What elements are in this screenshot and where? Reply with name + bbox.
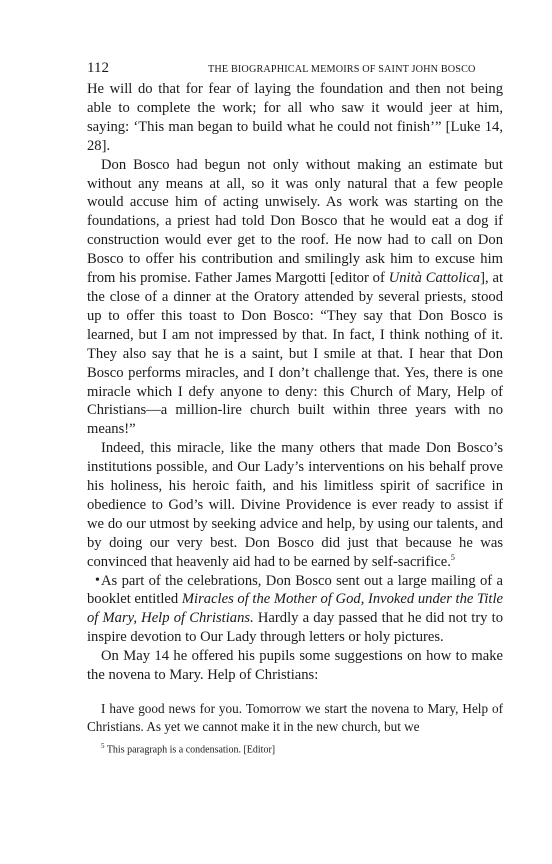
text-run: Indeed, this miracle, like the many others that made Don Bosco’s institutions possible, and Our Lady’s interventions on his behalf prove his holiness, his heroic faith, and his limitless spirit of sacrifice in obedience to God’s will. Divine Providence is ever ready to assist if we do our utmost by seeking advice and help, by using our talents, and by doing our very best. Don Bosco did just that because he was convinced that heavenly aid had to be earned by self-sacrifice. [87,440,503,570]
bullet-mark: • [95,572,100,588]
italic-title: Miracles of the Mother of God, Invoked under the Title of Mary, Help of Christians. [87,591,504,627]
block-quote: I have good news for you. Tomorrow we start the novena to Mary, Help of Christians. As yet we cannot make it in the new church, but we [87,701,503,734]
running-head: THE BIOGRAPHICAL MEMOIRS OF SAINT JOHN BOSCO [208,64,476,75]
body-text [87,80,503,685]
text-run: ], at the close of a dinner at the Oratory attended by several priests, stood up to offer this toast to Don Bosco: “They say that Don Bosco is learned, but I am not impressed by that. In fact, I think nothing of it. They also say that he is a saint, but I smile at that. I hear that Don Bosco performs miracles, and I don’t challenge that. Yes, there is one miracle which I defy anyone to deny: this Church of Mary, Help of Christians—a million-lire church built within three years with no means!” [87,270,503,438]
footnote-ref: 5 [450,552,455,562]
italic-title: Unità Cattolica [388,270,481,287]
page-header [87,60,503,80]
text-run: Don Bosco had begun not only without making an estimate but without any means at all, so it was only natural that a few people would accuse him of acting unwisely. As work was starting on the foundations, a priest had told Don Bosco that he would eat a dog if construction would ever get to the roof. He now had to call on Don Bosco to offer his contribution and smilingly ask him to excuse him from his promise. Father James Margotti [editor of [87,156,503,287]
paragraph [87,439,503,571]
footnote-mark: 5 [101,742,105,750]
book-page [87,60,503,755]
footnote-text: This paragraph is a condensation. [Editor] [106,744,276,756]
text-run: Hardly a day passed that he did not try to inspire devotion to Our Lady through letters or holy pictures. [87,610,504,646]
text-run: As part of the celebrations, Don Bosco sent out a large mailing of a booklet entitled [87,572,503,608]
paragraph [87,572,503,648]
paragraph: On May 14 he offered his pupils some suggestions on how to make the novena to Mary. Help of Christians: [87,648,503,684]
paragraph: He will do that for fear of laying the foundation and then not being able to complete the work; for all who saw it would jeer at him, saying: ‘This man began to build what he could not finish’” [Luke 14, 28]. [87,81,503,154]
footnote [87,742,503,755]
paragraph [87,156,503,440]
page-number: 112 [87,60,109,76]
